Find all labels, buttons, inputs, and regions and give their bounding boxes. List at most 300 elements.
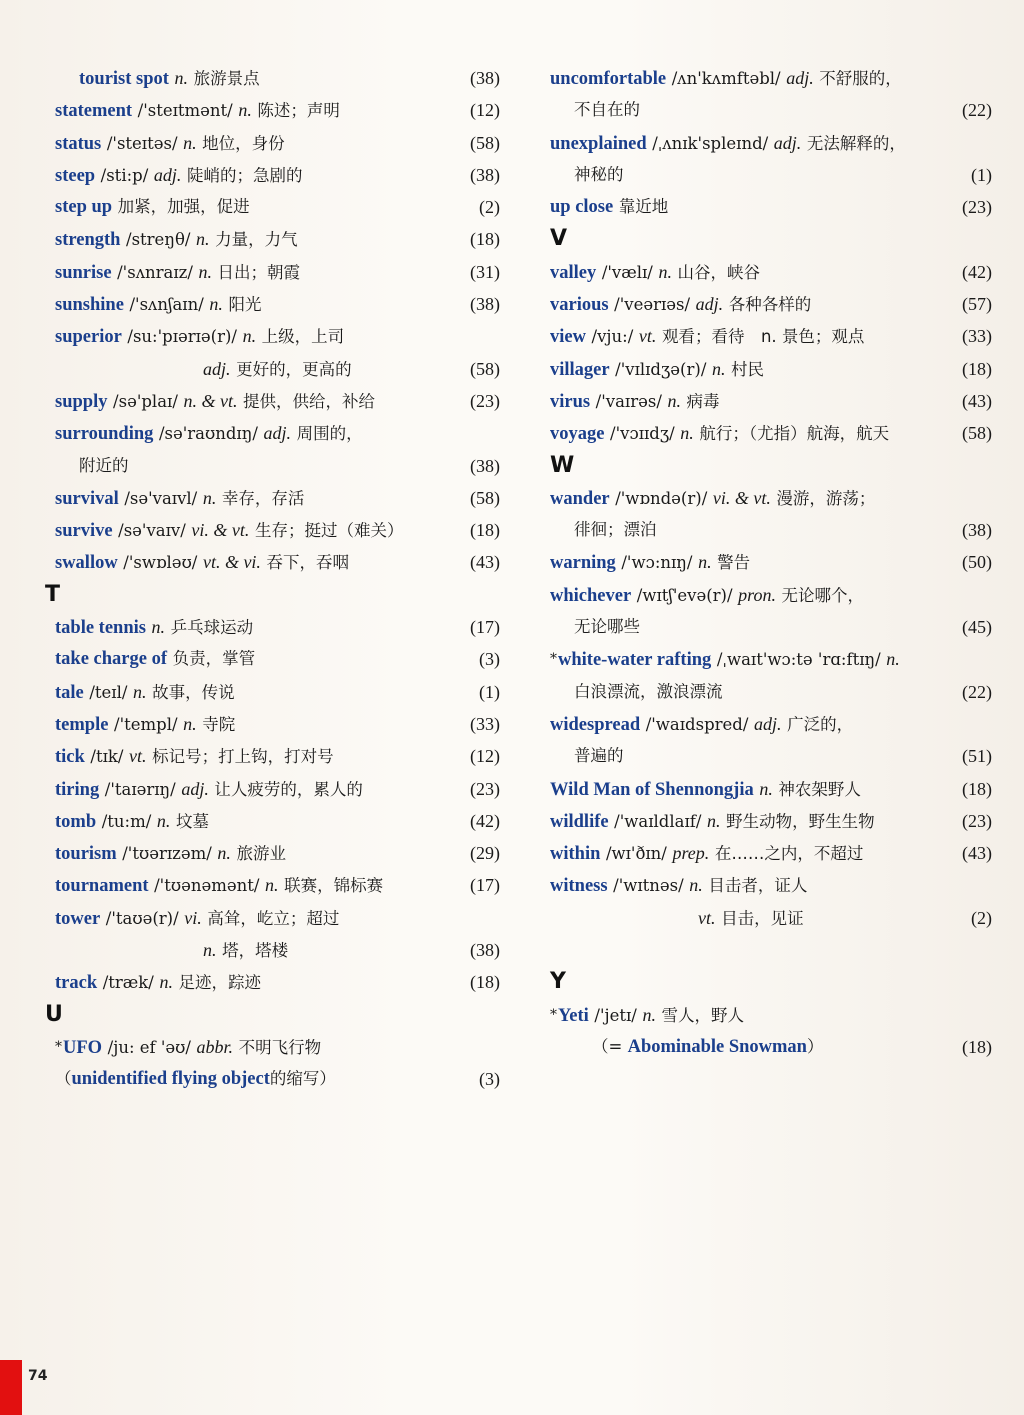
part-of-speech: n.: [183, 132, 197, 153]
chinese-definition: 广泛的，: [787, 714, 854, 734]
part-of-speech: n.: [217, 843, 231, 864]
chinese-definition: 野生动物，野生生物: [726, 811, 875, 831]
glossary-entry: [55, 288, 500, 320]
glossary-entry: [550, 385, 992, 417]
part-of-speech: n.: [698, 552, 712, 573]
chinese-definition: 上级，上司: [261, 327, 345, 347]
glossary-entry: [55, 1031, 500, 1063]
unit-page-ref: (38): [470, 164, 500, 185]
pronunciation: /'vælɪ/: [601, 262, 653, 282]
glossary-entry: [550, 353, 992, 385]
note-prefix: （=: [592, 1036, 628, 1056]
unit-page-ref: (3): [479, 649, 500, 670]
part-of-speech: vt.: [638, 326, 657, 347]
glossary-entry: [550, 999, 992, 1031]
glossary-entry: [55, 740, 500, 772]
pronunciation: /ʌn'kʌmftəbl/: [671, 69, 781, 88]
glossary-entry: [55, 223, 500, 255]
pronunciation: /sə'vaɪv/: [118, 521, 186, 541]
chinese-definition: 附近的: [79, 455, 129, 475]
entry-continuation: [550, 94, 992, 126]
unit-page-ref: (38): [962, 520, 992, 541]
chinese-definition: 高耸，屹立；超过: [207, 908, 340, 928]
part-of-speech: vi. & vt.: [191, 520, 250, 541]
entry-continuation: [550, 740, 992, 772]
pronunciation: /'wɪtnəs/: [613, 876, 684, 896]
pronunciation: /'veərɪəs/: [614, 295, 691, 315]
unit-page-ref: (2): [971, 907, 992, 928]
unit-page-ref: (42): [470, 810, 500, 831]
glossary-entry: [550, 320, 992, 352]
pronunciation: /'wɒndə(r)/: [615, 488, 708, 508]
part-of-speech: n.: [238, 100, 252, 121]
chinese-definition: 航行；（尤指）航海，航天: [699, 424, 890, 444]
entry-continuation: [550, 611, 992, 643]
pronunciation: /'taʊə(r)/: [105, 908, 179, 928]
headword: valley: [550, 262, 597, 283]
pronunciation: /'tʊərɪzəm/: [122, 844, 212, 864]
chinese-definition: 幸存，存活: [221, 488, 305, 508]
pronunciation: /su:'pɪərɪə(r)/: [127, 327, 237, 347]
headword: strength: [55, 230, 121, 251]
unit-page-ref: (58): [962, 423, 992, 444]
glossary-entry: [55, 417, 500, 449]
glossary-entry: [55, 643, 500, 675]
glossary-entry: [55, 62, 500, 94]
chinese-definition: 故事，传说: [152, 682, 235, 702]
chinese-definition: 神农架野人: [778, 779, 861, 799]
headword: supply: [55, 391, 108, 412]
section-letter: U: [45, 1001, 63, 1027]
glossary-entry: [550, 1031, 992, 1063]
chinese-definition: 吞下，吞咽: [266, 553, 350, 573]
glossary-entry: [55, 902, 500, 934]
chinese-definition: 在……之内，不超过: [714, 844, 864, 864]
glossary-entry: [550, 482, 992, 514]
glossary-entry: [55, 127, 500, 159]
headword: temple: [55, 714, 109, 735]
unit-page-ref: (22): [962, 100, 992, 121]
unit-page-ref: (43): [962, 390, 992, 411]
headword: sunrise: [55, 262, 112, 283]
unit-page-ref: (2): [479, 197, 500, 218]
glossary-entry: [550, 62, 992, 94]
pronunciation: /'waɪldlaɪf/: [614, 811, 702, 831]
chinese-definition: 周围的，: [296, 424, 363, 444]
headword: superior: [55, 327, 122, 348]
glossary-entry: [550, 256, 992, 288]
glossary-entry: [55, 611, 500, 643]
chinese-definition: 不明飞行物: [238, 1037, 322, 1057]
pronunciation: /sə'vaɪvl/: [124, 488, 198, 508]
section-letter: Y: [550, 969, 566, 995]
pronunciation: /'swɒləʊ/: [123, 553, 198, 573]
pronunciation: /'jetɪ/: [594, 1005, 637, 1025]
part-of-speech: n.: [886, 649, 900, 670]
part-of-speech: n.: [689, 875, 703, 896]
pronunciation: /ˌʌnɪk'spleɪnd/: [652, 133, 769, 153]
unit-page-ref: (17): [470, 875, 500, 896]
part-of-speech: n.: [711, 358, 726, 379]
headword: unexplained: [550, 133, 647, 154]
glossary-entry: [55, 708, 500, 740]
pronunciation: /'vaɪrəs/: [595, 391, 662, 411]
pronunciation: /sə'raʊndɪŋ/: [158, 424, 258, 444]
glossary-entry: [550, 773, 992, 805]
glossary-entry: [550, 643, 992, 675]
chinese-definition: 乒乓球运动: [170, 618, 254, 638]
chinese-definition: 陡峭的；急剧的: [186, 165, 303, 185]
part-of-speech: n.: [183, 713, 197, 734]
unit-page-ref: (50): [962, 552, 992, 573]
entry-continuation: [55, 934, 500, 966]
glossary-entry: [55, 1063, 500, 1095]
pronunciation: /'waɪdspred/: [645, 714, 749, 734]
unit-page-ref: (18): [470, 229, 500, 250]
headword: Yeti: [558, 1005, 589, 1026]
part-of-speech: n.: [202, 487, 217, 508]
unit-page-ref: (23): [962, 197, 992, 218]
glossary-entry: [55, 159, 500, 191]
part-of-speech: n.: [209, 294, 223, 315]
page-number: 74: [28, 1368, 48, 1384]
unit-page-ref: (45): [962, 617, 992, 638]
unit-page-ref: (12): [470, 746, 500, 767]
pronunciation: /'templ/: [114, 714, 178, 734]
chinese-definition: 目击，见证: [721, 908, 804, 928]
part-of-speech: prep.: [672, 843, 710, 864]
unit-page-ref: (18): [470, 520, 500, 541]
entry-continuation: [55, 353, 500, 385]
chinese-definition: 雪人，野人: [661, 1005, 745, 1025]
note-prefix: （: [55, 1069, 72, 1089]
glossary-entry: [550, 546, 992, 578]
entry-continuation: [550, 676, 992, 708]
headword: villager: [550, 359, 610, 380]
headword: Wild Man of Shennongjia: [550, 779, 754, 800]
unit-page-ref: (51): [962, 746, 992, 767]
entry-continuation: [55, 450, 500, 482]
headword: tourist spot: [79, 69, 169, 89]
part-of-speech: adj.: [753, 713, 782, 734]
headword: wildlife: [550, 811, 609, 832]
unit-page-ref: (18): [470, 972, 500, 993]
headword: track: [55, 973, 98, 994]
unit-page-ref: (18): [962, 1036, 992, 1057]
headword: UFO: [63, 1037, 103, 1058]
headword: sunshine: [55, 295, 124, 316]
chinese-definition: 旅游景点: [193, 69, 260, 88]
chinese-definition: 徘徊；漂泊: [574, 520, 657, 540]
unit-page-ref: (33): [470, 713, 500, 734]
chinese-definition: 地位，身份: [202, 133, 285, 153]
pronunciation: /ju: ef 'əʊ/: [107, 1037, 191, 1057]
unit-page-ref: (31): [470, 261, 500, 282]
unit-page-ref: (38): [470, 294, 500, 315]
note-suffix: 的缩写）: [269, 1069, 336, 1089]
glossary-left-column: [45, 62, 500, 1096]
glossary-entry: [55, 773, 500, 805]
glossary-entry: [55, 837, 500, 869]
headword: voyage: [550, 424, 605, 445]
new-word-marker: *: [550, 1006, 557, 1023]
unit-page-ref: (42): [962, 261, 992, 282]
headword: steep: [55, 165, 96, 186]
glossary-entry: [55, 966, 500, 998]
pronunciation: /wɪ'ðɪn/: [605, 844, 667, 864]
chinese-definition: 目击者，证人: [708, 876, 808, 896]
unit-page-ref: (12): [470, 100, 500, 121]
part-of-speech: abbr.: [196, 1036, 234, 1057]
part-of-speech: n.: [265, 875, 279, 896]
part-of-speech: n.: [242, 326, 257, 347]
pronunciation: /'vɔɪɪdʒ/: [610, 424, 675, 444]
headword: tourism: [55, 844, 117, 865]
headword: whichever: [550, 585, 632, 606]
pronunciation: /'tʊənəmənt/: [154, 876, 260, 896]
chinese-definition: 观看；看待 n. 景色；观点: [661, 327, 865, 347]
chinese-definition: 各种各样的: [728, 295, 812, 315]
headword: swallow: [55, 553, 118, 574]
part-of-speech: n.: [196, 229, 210, 250]
headword: tale: [55, 682, 84, 703]
chinese-definition: 白浪漂流，激浪漂流: [574, 681, 723, 701]
part-of-speech: adj.: [153, 164, 182, 185]
page-corner-tab: [0, 1360, 22, 1415]
chinese-definition: 村民: [731, 359, 765, 379]
part-of-speech: n.: [759, 778, 773, 799]
headword: tower: [55, 908, 101, 929]
unit-page-ref: (33): [962, 326, 992, 347]
headword: warning: [550, 553, 616, 574]
pronunciation: /'steɪtəs/: [106, 133, 178, 153]
glossary-entry: [550, 191, 992, 223]
chinese-definition: 日出；朝霞: [217, 262, 301, 282]
glossary-entry: [55, 320, 500, 352]
unit-page-ref: (18): [962, 778, 992, 799]
chinese-definition: 不自在的: [574, 100, 640, 120]
headword: widespread: [550, 714, 641, 735]
headword: status: [55, 133, 102, 154]
glossary-entry: [55, 546, 500, 578]
unit-page-ref: (57): [962, 294, 992, 315]
chinese-definition: 联赛，锦标赛: [284, 876, 384, 896]
entry-continuation: [550, 902, 992, 934]
part-of-speech: n.: [667, 390, 681, 411]
headword: tomb: [55, 811, 97, 832]
unit-page-ref: (38): [470, 455, 500, 476]
part-of-speech: n.: [151, 617, 166, 638]
chinese-definition: 普遍的: [574, 746, 624, 766]
part-of-speech: adj.: [263, 423, 291, 444]
glossary-entry: [55, 94, 500, 126]
chinese-definition: 提供，供给，补给: [243, 391, 376, 411]
headword: surrounding: [55, 424, 154, 445]
unit-page-ref: (23): [470, 390, 500, 411]
part-of-speech: vt.: [698, 907, 716, 928]
unit-page-ref: (38): [470, 68, 500, 88]
new-word-marker: *: [550, 651, 557, 668]
headword: various: [550, 295, 609, 316]
headword: tournament: [55, 876, 149, 897]
headword: view: [550, 327, 586, 348]
section-letter: V: [550, 226, 568, 252]
part-of-speech: n.: [133, 681, 147, 702]
part-of-speech: adj.: [181, 778, 209, 799]
headword: survival: [55, 488, 119, 509]
glossary-entry: [550, 579, 992, 611]
part-of-speech: vt.: [129, 746, 147, 767]
headword: tick: [55, 747, 85, 768]
pronunciation: /streŋθ/: [126, 230, 191, 250]
entry-continuation: [550, 159, 992, 191]
unit-page-ref: (38): [470, 940, 500, 961]
unit-page-ref: (23): [962, 810, 992, 831]
glossary-entry: [55, 676, 500, 708]
part-of-speech: adj.: [773, 132, 802, 153]
chinese-definition: 山谷，峡谷: [677, 262, 761, 282]
chinese-definition: 寺院: [202, 714, 236, 734]
pronunciation: /'wɔ:nɪŋ/: [621, 553, 693, 573]
chinese-definition: 无法解释的，: [806, 133, 906, 153]
unit-page-ref: (58): [470, 358, 500, 379]
pronunciation: /sti:p/: [100, 165, 149, 185]
glossary-entry: [55, 385, 500, 417]
chinese-definition: 标记号；打上钩，打对号: [152, 747, 334, 767]
chinese-definition: 更好的，更高的: [236, 359, 352, 379]
part-of-speech: n.: [658, 261, 672, 282]
part-of-speech: n.: [680, 423, 694, 444]
part-of-speech: n.: [159, 972, 173, 993]
part-of-speech: n.: [174, 68, 189, 88]
unit-page-ref: (1): [479, 681, 500, 702]
pronunciation: /'taɪərɪŋ/: [104, 779, 176, 799]
unit-page-ref: (58): [470, 132, 500, 153]
headword: within: [550, 844, 601, 865]
glossary-entry: [55, 482, 500, 514]
section-letter: T: [45, 581, 61, 607]
unit-page-ref: (17): [470, 617, 500, 638]
chinese-definition: 加紧，加强，促进: [117, 197, 250, 217]
chinese-definition: 塔，塔楼: [222, 941, 289, 961]
pronunciation: /tu:m/: [101, 811, 152, 831]
unit-page-ref: (23): [470, 778, 500, 799]
part-of-speech: vt. & vi.: [202, 552, 261, 573]
chinese-definition: 漫游，游荡；: [776, 488, 876, 508]
chinese-definition: 靠近地: [618, 197, 669, 217]
glossary-entry: [550, 869, 992, 901]
pronunciation: /ˌwaɪt'wɔ:tə 'rɑ:ftɪŋ/: [716, 650, 881, 670]
glossary-entry: [55, 191, 500, 223]
pronunciation: /træk/: [102, 973, 154, 993]
headword: virus: [550, 391, 591, 412]
pronunciation: /teɪl/: [89, 682, 128, 702]
glossary-entry: [55, 805, 500, 837]
headword: Abominable Snowman: [627, 1036, 807, 1057]
chinese-definition: 陈述；声明: [257, 101, 340, 121]
part-of-speech: pron.: [738, 584, 776, 605]
headword: statement: [55, 101, 133, 122]
headword: wander: [550, 488, 610, 509]
part-of-speech: n.: [156, 810, 171, 831]
chinese-definition: 不舒服的，: [819, 69, 902, 88]
headword: uncomfortable: [550, 69, 667, 89]
spacer: [550, 934, 992, 966]
headword: survive: [55, 521, 113, 542]
chinese-definition: 让人疲劳的，累人的: [214, 779, 363, 799]
pronunciation: /'vɪlɪdʒə(r)/: [615, 359, 707, 379]
glossary-entry: [550, 417, 992, 449]
glossary-entry: [55, 256, 500, 288]
headword: up close: [550, 197, 614, 218]
part-of-speech: n. & vt.: [183, 390, 238, 411]
glossary-entry: [550, 805, 992, 837]
part-of-speech: n.: [642, 1004, 656, 1025]
glossary-entry: [550, 127, 992, 159]
unit-page-ref: (22): [962, 681, 992, 702]
chinese-definition: 坟墓: [175, 811, 209, 831]
pronunciation: /sə'plaɪ/: [113, 391, 178, 411]
headword: witness: [550, 876, 608, 897]
pronunciation: /wɪtʃ'evə(r)/: [636, 585, 733, 605]
headword: tiring: [55, 779, 100, 800]
chinese-definition: 生存；挺过（难关）: [254, 521, 404, 541]
chinese-definition: 无论哪个，: [781, 585, 865, 605]
part-of-speech: adj.: [203, 358, 231, 379]
chinese-definition: 力量，力气: [215, 230, 298, 250]
unit-page-ref: (1): [971, 164, 992, 185]
part-of-speech: adj.: [786, 68, 814, 88]
headword: white-water rafting: [558, 650, 712, 671]
unit-page-ref: (43): [470, 552, 500, 573]
chinese-definition: 足迹，踪迹: [178, 973, 262, 993]
glossary-right-column: [550, 62, 992, 1063]
headword: unidentified flying object: [71, 1069, 270, 1090]
glossary-entry: [550, 708, 992, 740]
pronunciation: /'sʌnraɪz/: [117, 262, 193, 282]
chinese-definition: 阳光: [228, 295, 262, 315]
pronunciation: /tɪk/: [90, 747, 124, 767]
unit-page-ref: (29): [470, 843, 500, 864]
headword: table tennis: [55, 618, 146, 639]
headword: step up: [55, 197, 113, 218]
entry-continuation: [550, 514, 992, 546]
chinese-definition: 病毒: [686, 391, 720, 411]
glossary-entry: [550, 837, 992, 869]
chinese-definition: 负责，掌管: [172, 649, 256, 669]
pronunciation: /vju:/: [591, 327, 634, 347]
unit-page-ref: (3): [479, 1069, 500, 1090]
unit-page-ref: (18): [962, 358, 992, 379]
chinese-definition: 神秘的: [574, 164, 624, 184]
glossary-entry: [55, 869, 500, 901]
chinese-definition: 警告: [717, 553, 751, 573]
note-suffix: ）: [806, 1036, 824, 1056]
section-letter: W: [550, 452, 575, 478]
part-of-speech: n.: [203, 940, 217, 961]
part-of-speech: vi. & vt.: [712, 487, 771, 508]
chinese-definition: 旅游业: [236, 844, 286, 864]
glossary-entry: [550, 288, 992, 320]
unit-page-ref: (58): [470, 487, 500, 508]
part-of-speech: n.: [198, 261, 212, 282]
part-of-speech: n.: [706, 810, 721, 831]
new-word-marker: *: [55, 1038, 62, 1055]
part-of-speech: adj.: [695, 294, 724, 315]
part-of-speech: vi.: [184, 907, 202, 928]
pronunciation: /'sʌnʃaɪn/: [129, 295, 204, 315]
pronunciation: /'steɪtmənt/: [137, 101, 233, 121]
